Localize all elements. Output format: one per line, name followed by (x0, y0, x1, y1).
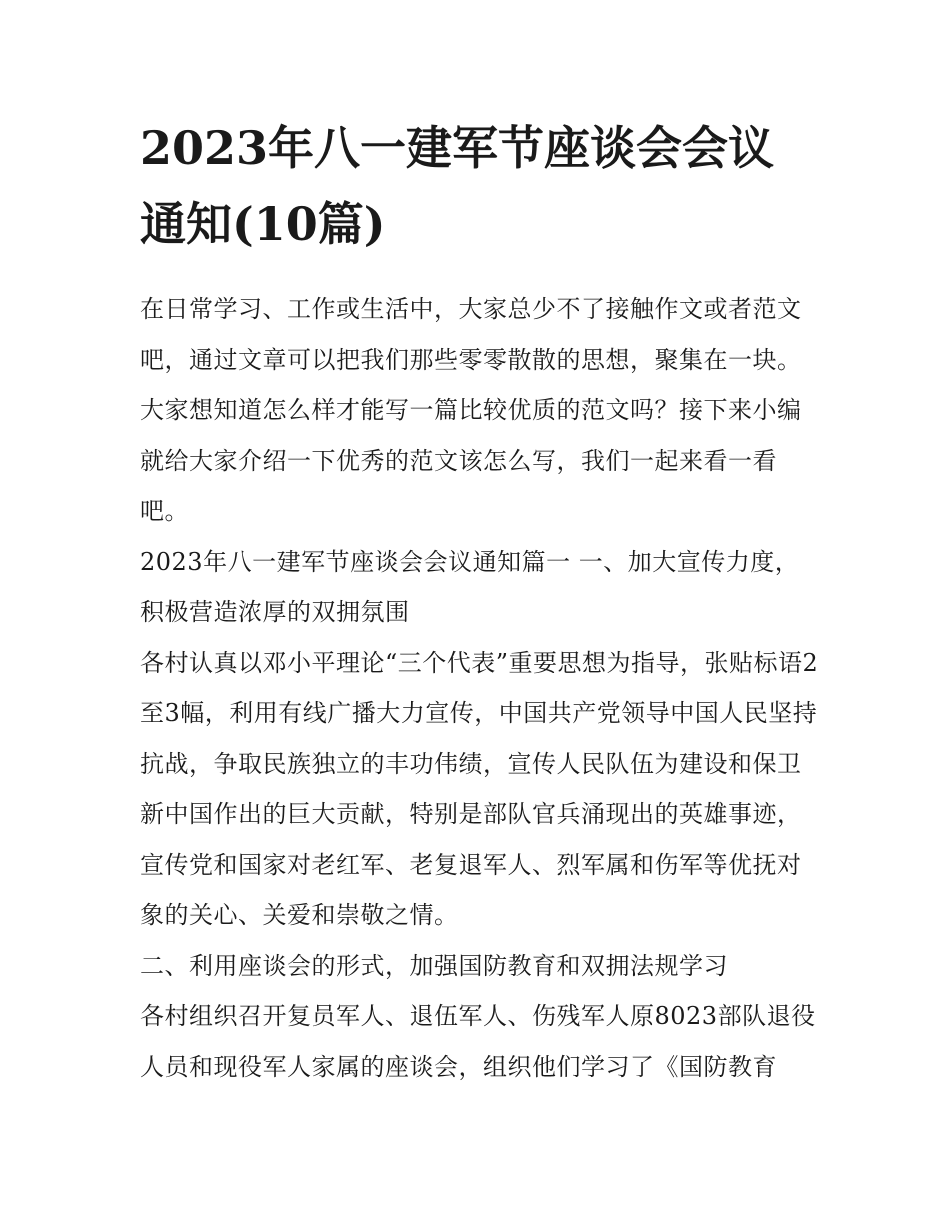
section-one-heading: 2023年八一建军节座谈会会议通知篇一 一、加大宣传力度，积极营造浓厚的双拥氛围 (140, 547, 800, 626)
document-page (140, 110, 820, 1092)
section-two-heading: 二、利用座谈会的形式，加强国防教育和双拥法规学习 (140, 951, 728, 980)
section-one-body: 各村认真以邓小平理论“三个代表”重要思想为指导，张贴标语2至3幅，利用有线广播大力宣传，中国共产党领导中国人民坚持抗战，争取民族独立的丰功伟绩，宣传人民队伍为建设和保卫新中国作出的巨大贡献，特别是部队官兵涌现出的英雄事迹，宣传党和国家对老红军、老复退军人、烈军属和伤军等优抚对象的关心、关爱和崇敬之情。 (140, 648, 819, 929)
section-two-body: 各村组织召开复员军人、退伍军人、伤残军人原8023部队退役人员和现役军人家属的座谈会，组织他们学习了《国防教育 (140, 1002, 816, 1081)
intro-paragraph: 在日常学习、工作或生活中，大家总少不了接触作文或者范文吧，通过文章可以把我们那些零零散散的思想，聚集在一块。大家想知道怎么样才能写一篇比较优质的范文吗？接下来小编就给大家介绍一下优秀的范文该怎么写，我们一起来看一看吧。 (140, 295, 802, 525)
document-title: 2023年八一建军节座谈会会议通知(10篇) (140, 121, 775, 251)
